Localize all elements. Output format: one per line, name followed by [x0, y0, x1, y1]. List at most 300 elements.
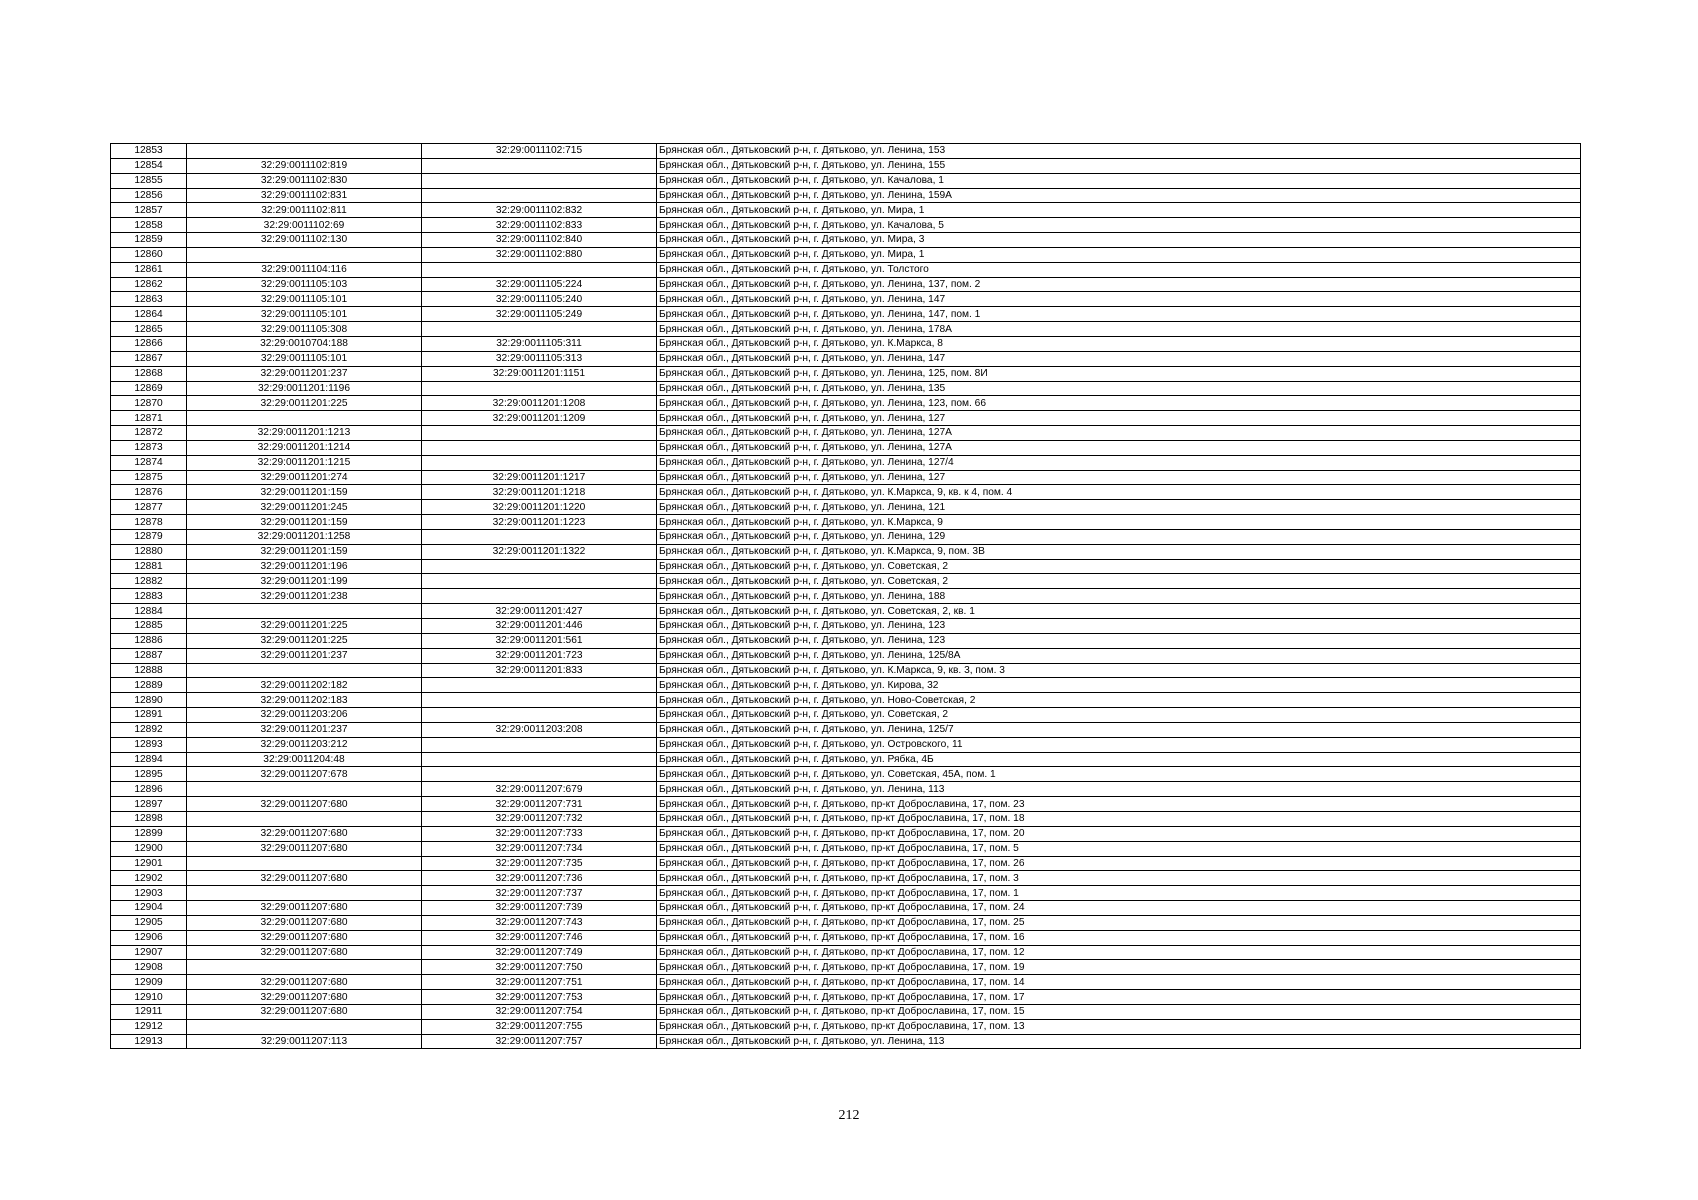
table-row	[111, 515, 1581, 530]
record-number-cell: 12858	[111, 218, 187, 233]
object-cadastral-number-cell: 32:29:0011201:427	[422, 604, 657, 619]
object-cadastral-number-cell	[422, 173, 657, 188]
land-cadastral-number-cell: 32:29:0011201:1213	[187, 426, 422, 441]
land-cadastral-number-cell	[187, 1019, 422, 1034]
object-cadastral-number-cell	[422, 574, 657, 589]
table-row	[111, 381, 1581, 396]
address-cell: Брянская обл., Дятьковский р-н, г. Дятьково, ул. Ленина, 127	[657, 470, 1581, 485]
address-cell: Брянская обл., Дятьковский р-н, г. Дятьково, ул. Ленина, 153	[657, 144, 1581, 159]
table-row	[111, 262, 1581, 277]
record-number-cell: 12884	[111, 604, 187, 619]
land-cadastral-number-cell: 32:29:0011207:680	[187, 990, 422, 1005]
land-cadastral-number-cell	[187, 960, 422, 975]
object-cadastral-number-cell: 32:29:0011201:561	[422, 633, 657, 648]
record-number-cell: 12897	[111, 797, 187, 812]
address-cell: Брянская обл., Дятьковский р-н, г. Дятьково, ул. Советская, 2	[657, 574, 1581, 589]
land-cadastral-number-cell: 32:29:0011202:182	[187, 678, 422, 693]
land-cadastral-number-cell: 32:29:0011202:183	[187, 693, 422, 708]
land-cadastral-number-cell: 32:29:0011204:48	[187, 752, 422, 767]
object-cadastral-number-cell: 32:29:0011207:746	[422, 930, 657, 945]
address-cell: Брянская обл., Дятьковский р-н, г. Дятьково, ул. К.Маркса, 9, кв. 3, пом. 3	[657, 663, 1581, 678]
object-cadastral-number-cell: 32:29:0011102:832	[422, 203, 657, 218]
table-row	[111, 990, 1581, 1005]
table-row	[111, 693, 1581, 708]
land-cadastral-number-cell: 32:29:0011201:245	[187, 500, 422, 515]
table-row	[111, 544, 1581, 559]
address-cell: Брянская обл., Дятьковский р-н, г. Дятьково, ул. Ленина, 123	[657, 633, 1581, 648]
object-cadastral-number-cell: 32:29:0011203:208	[422, 722, 657, 737]
table-row	[111, 500, 1581, 515]
record-number-cell: 12893	[111, 737, 187, 752]
land-cadastral-number-cell: 32:29:0011201:225	[187, 396, 422, 411]
table-row	[111, 455, 1581, 470]
table-row	[111, 1004, 1581, 1019]
address-cell: Брянская обл., Дятьковский р-н, г. Дятьково, пр-кт Доброславина, 17, пом. 19	[657, 960, 1581, 975]
table-row	[111, 708, 1581, 723]
land-cadastral-number-cell: 32:29:0011105:101	[187, 307, 422, 322]
table-row	[111, 426, 1581, 441]
record-number-cell: 12863	[111, 292, 187, 307]
table-row	[111, 975, 1581, 990]
land-cadastral-number-cell: 32:29:0011207:680	[187, 945, 422, 960]
land-cadastral-number-cell	[187, 811, 422, 826]
object-cadastral-number-cell: 32:29:0011201:1322	[422, 544, 657, 559]
land-cadastral-number-cell: 32:29:0011201:196	[187, 559, 422, 574]
table-row	[111, 307, 1581, 322]
address-cell: Брянская обл., Дятьковский р-н, г. Дятьково, пр-кт Доброславина, 17, пом. 1	[657, 886, 1581, 901]
registry-table	[110, 143, 1581, 1049]
record-number-cell: 12895	[111, 767, 187, 782]
object-cadastral-number-cell: 32:29:0011201:446	[422, 619, 657, 634]
table-row	[111, 277, 1581, 292]
land-cadastral-number-cell: 32:29:0011201:1214	[187, 440, 422, 455]
record-number-cell: 12868	[111, 366, 187, 381]
table-row	[111, 574, 1581, 589]
object-cadastral-number-cell: 32:29:0011207:750	[422, 960, 657, 975]
object-cadastral-number-cell: 32:29:0011207:751	[422, 975, 657, 990]
address-cell: Брянская обл., Дятьковский р-н, г. Дятьково, ул. Советская, 2, кв. 1	[657, 604, 1581, 619]
address-cell: Брянская обл., Дятьковский р-н, г. Дятьково, пр-кт Доброславина, 17, пом. 17	[657, 990, 1581, 1005]
address-cell: Брянская обл., Дятьковский р-н, г. Дятьково, ул. Мира, 1	[657, 203, 1581, 218]
record-number-cell: 12894	[111, 752, 187, 767]
land-cadastral-number-cell: 32:29:0011207:680	[187, 975, 422, 990]
object-cadastral-number-cell: 32:29:0011207:737	[422, 886, 657, 901]
address-cell: Брянская обл., Дятьковский р-н, г. Дятьково, ул. Советская, 2	[657, 708, 1581, 723]
record-number-cell: 12874	[111, 455, 187, 470]
land-cadastral-number-cell: 32:29:0011201:237	[187, 648, 422, 663]
record-number-cell: 12881	[111, 559, 187, 574]
record-number-cell: 12875	[111, 470, 187, 485]
table-row	[111, 173, 1581, 188]
land-cadastral-number-cell	[187, 411, 422, 426]
table-row	[111, 648, 1581, 663]
object-cadastral-number-cell: 32:29:0011207:733	[422, 826, 657, 841]
land-cadastral-number-cell: 32:29:0011105:103	[187, 277, 422, 292]
object-cadastral-number-cell: 32:29:0011207:735	[422, 856, 657, 871]
object-cadastral-number-cell: 32:29:0011207:743	[422, 915, 657, 930]
record-number-cell: 12885	[111, 619, 187, 634]
address-cell: Брянская обл., Дятьковский р-н, г. Дятьково, пр-кт Доброславина, 17, пом. 16	[657, 930, 1581, 945]
object-cadastral-number-cell: 32:29:0011105:311	[422, 336, 657, 351]
record-number-cell: 12900	[111, 841, 187, 856]
table-row	[111, 322, 1581, 337]
address-cell: Брянская обл., Дятьковский р-н, г. Дятьково, ул. Ленина, 159А	[657, 188, 1581, 203]
object-cadastral-number-cell: 32:29:0011201:1220	[422, 500, 657, 515]
object-cadastral-number-cell: 32:29:0011105:313	[422, 351, 657, 366]
table-row	[111, 960, 1581, 975]
land-cadastral-number-cell: 32:29:0011201:1258	[187, 529, 422, 544]
table-row	[111, 633, 1581, 648]
record-number-cell: 12882	[111, 574, 187, 589]
object-cadastral-number-cell: 32:29:0011105:224	[422, 277, 657, 292]
land-cadastral-number-cell: 32:29:0011102:819	[187, 158, 422, 173]
table-row	[111, 930, 1581, 945]
address-cell: Брянская обл., Дятьковский р-н, г. Дятьково, ул. Советская, 2	[657, 559, 1581, 574]
land-cadastral-number-cell: 32:29:0011201:1215	[187, 455, 422, 470]
land-cadastral-number-cell: 32:29:0011201:159	[187, 544, 422, 559]
record-number-cell: 12905	[111, 915, 187, 930]
land-cadastral-number-cell: 32:29:0011207:113	[187, 1034, 422, 1049]
address-cell: Брянская обл., Дятьковский р-н, г. Дятьково, ул. Ленина, 129	[657, 529, 1581, 544]
address-cell: Брянская обл., Дятьковский р-н, г. Дятьково, ул. Ленина, 127А	[657, 440, 1581, 455]
address-cell: Брянская обл., Дятьковский р-н, г. Дятьково, ул. Ленина, 155	[657, 158, 1581, 173]
object-cadastral-number-cell	[422, 529, 657, 544]
object-cadastral-number-cell	[422, 752, 657, 767]
land-cadastral-number-cell: 32:29:0011201:237	[187, 366, 422, 381]
table-row	[111, 841, 1581, 856]
address-cell: Брянская обл., Дятьковский р-н, г. Дятьково, ул. Ленина, 113	[657, 1034, 1581, 1049]
record-number-cell: 12857	[111, 203, 187, 218]
table-row	[111, 144, 1581, 159]
object-cadastral-number-cell: 32:29:0011105:249	[422, 307, 657, 322]
land-cadastral-number-cell: 32:29:0011207:680	[187, 871, 422, 886]
object-cadastral-number-cell	[422, 693, 657, 708]
land-cadastral-number-cell: 32:29:0011203:206	[187, 708, 422, 723]
table-row	[111, 589, 1581, 604]
table-row	[111, 247, 1581, 262]
record-number-cell: 12909	[111, 975, 187, 990]
land-cadastral-number-cell: 32:29:0011207:680	[187, 901, 422, 916]
table-row	[111, 604, 1581, 619]
record-number-cell: 12906	[111, 930, 187, 945]
address-cell: Брянская обл., Дятьковский р-н, г. Дятьково, ул. Ленина, 125, пом. 8И	[657, 366, 1581, 381]
object-cadastral-number-cell	[422, 158, 657, 173]
land-cadastral-number-cell: 32:29:0011102:811	[187, 203, 422, 218]
address-cell: Брянская обл., Дятьковский р-н, г. Дятьково, ул. Ленина, 137, пом. 2	[657, 277, 1581, 292]
object-cadastral-number-cell: 32:29:0011207:739	[422, 901, 657, 916]
record-number-cell: 12898	[111, 811, 187, 826]
address-cell: Брянская обл., Дятьковский р-н, г. Дятьково, ул. Ленина, 125/7	[657, 722, 1581, 737]
object-cadastral-number-cell: 32:29:0011105:240	[422, 292, 657, 307]
table-row	[111, 1034, 1581, 1049]
object-cadastral-number-cell	[422, 678, 657, 693]
object-cadastral-number-cell: 32:29:0011207:736	[422, 871, 657, 886]
object-cadastral-number-cell: 32:29:0011207:753	[422, 990, 657, 1005]
land-cadastral-number-cell: 32:29:0011105:308	[187, 322, 422, 337]
address-cell: Брянская обл., Дятьковский р-н, г. Дятьково, пр-кт Доброславина, 17, пом. 18	[657, 811, 1581, 826]
address-cell: Брянская обл., Дятьковский р-н, г. Дятьково, ул. Ленина, 188	[657, 589, 1581, 604]
land-cadastral-number-cell: 32:29:0011207:680	[187, 930, 422, 945]
object-cadastral-number-cell	[422, 455, 657, 470]
land-cadastral-number-cell: 32:29:0011203:212	[187, 737, 422, 752]
record-number-cell: 12862	[111, 277, 187, 292]
address-cell: Брянская обл., Дятьковский р-н, г. Дятьково, ул. Ленина, 147	[657, 292, 1581, 307]
object-cadastral-number-cell	[422, 426, 657, 441]
land-cadastral-number-cell: 32:29:0011201:238	[187, 589, 422, 604]
record-number-cell: 12889	[111, 678, 187, 693]
record-number-cell: 12892	[111, 722, 187, 737]
object-cadastral-number-cell: 32:29:0011201:833	[422, 663, 657, 678]
land-cadastral-number-cell: 32:29:0011102:830	[187, 173, 422, 188]
record-number-cell: 12856	[111, 188, 187, 203]
address-cell: Брянская обл., Дятьковский р-н, г. Дятьково, пр-кт Доброславина, 17, пом. 15	[657, 1004, 1581, 1019]
table-row	[111, 559, 1581, 574]
record-number-cell: 12870	[111, 396, 187, 411]
table-row	[111, 826, 1581, 841]
address-cell: Брянская обл., Дятьковский р-н, г. Дятьково, ул. Мира, 3	[657, 233, 1581, 248]
land-cadastral-number-cell: 32:29:0011207:680	[187, 797, 422, 812]
address-cell: Брянская обл., Дятьковский р-н, г. Дятьково, ул. Ленина, 113	[657, 782, 1581, 797]
address-cell: Брянская обл., Дятьковский р-н, г. Дятьково, пр-кт Доброславина, 17, пом. 12	[657, 945, 1581, 960]
object-cadastral-number-cell: 32:29:0011207:757	[422, 1034, 657, 1049]
land-cadastral-number-cell	[187, 856, 422, 871]
address-cell: Брянская обл., Дятьковский р-н, г. Дятьково, ул. Ленина, 121	[657, 500, 1581, 515]
table-row	[111, 811, 1581, 826]
object-cadastral-number-cell: 32:29:0011201:1208	[422, 396, 657, 411]
land-cadastral-number-cell: 32:29:0011201:199	[187, 574, 422, 589]
address-cell: Брянская обл., Дятьковский р-н, г. Дятьково, пр-кт Доброславина, 17, пом. 24	[657, 901, 1581, 916]
record-number-cell: 12907	[111, 945, 187, 960]
table-row	[111, 901, 1581, 916]
address-cell: Брянская обл., Дятьковский р-н, г. Дятьково, пр-кт Доброславина, 17, пом. 14	[657, 975, 1581, 990]
table-row	[111, 663, 1581, 678]
record-number-cell: 12873	[111, 440, 187, 455]
record-number-cell: 12877	[111, 500, 187, 515]
record-number-cell: 12899	[111, 826, 187, 841]
table-row	[111, 366, 1581, 381]
object-cadastral-number-cell	[422, 589, 657, 604]
table-row	[111, 158, 1581, 173]
land-cadastral-number-cell	[187, 247, 422, 262]
address-cell: Брянская обл., Дятьковский р-н, г. Дятьково, ул. Качалова, 1	[657, 173, 1581, 188]
record-number-cell: 12859	[111, 233, 187, 248]
land-cadastral-number-cell: 32:29:0010704:188	[187, 336, 422, 351]
table-row	[111, 797, 1581, 812]
land-cadastral-number-cell: 32:29:0011201:159	[187, 515, 422, 530]
land-cadastral-number-cell: 32:29:0011201:1196	[187, 381, 422, 396]
land-cadastral-number-cell: 32:29:0011201:237	[187, 722, 422, 737]
land-cadastral-number-cell: 32:29:0011207:680	[187, 841, 422, 856]
table-row	[111, 915, 1581, 930]
object-cadastral-number-cell: 32:29:0011201:723	[422, 648, 657, 663]
record-number-cell: 12904	[111, 901, 187, 916]
object-cadastral-number-cell: 32:29:0011102:833	[422, 218, 657, 233]
record-number-cell: 12880	[111, 544, 187, 559]
table-row	[111, 218, 1581, 233]
object-cadastral-number-cell	[422, 188, 657, 203]
table-row	[111, 188, 1581, 203]
record-number-cell: 12879	[111, 529, 187, 544]
address-cell: Брянская обл., Дятьковский р-н, г. Дятьково, ул. К.Маркса, 9, кв. к 4, пом. 4	[657, 485, 1581, 500]
object-cadastral-number-cell: 32:29:0011201:1151	[422, 366, 657, 381]
record-number-cell: 12901	[111, 856, 187, 871]
record-number-cell: 12913	[111, 1034, 187, 1049]
record-number-cell: 12891	[111, 708, 187, 723]
record-number-cell: 12865	[111, 322, 187, 337]
table-row	[111, 485, 1581, 500]
table-row	[111, 233, 1581, 248]
object-cadastral-number-cell: 32:29:0011201:1217	[422, 470, 657, 485]
table-row	[111, 871, 1581, 886]
page-number: 212	[838, 1108, 860, 1123]
object-cadastral-number-cell	[422, 440, 657, 455]
address-cell: Брянская обл., Дятьковский р-н, г. Дятьково, ул. Ленина, 147, пом. 1	[657, 307, 1581, 322]
object-cadastral-number-cell: 32:29:0011207:749	[422, 945, 657, 960]
table-row	[111, 292, 1581, 307]
object-cadastral-number-cell	[422, 708, 657, 723]
record-number-cell: 12864	[111, 307, 187, 322]
address-cell: Брянская обл., Дятьковский р-н, г. Дятьково, ул. Ленина, 123, пом. 66	[657, 396, 1581, 411]
address-cell: Брянская обл., Дятьковский р-н, г. Дятьково, пр-кт Доброславина, 17, пом. 3	[657, 871, 1581, 886]
address-cell: Брянская обл., Дятьковский р-н, г. Дятьково, ул. Рябка, 4Б	[657, 752, 1581, 767]
table-row	[111, 203, 1581, 218]
land-cadastral-number-cell: 32:29:0011207:680	[187, 1004, 422, 1019]
table-row	[111, 886, 1581, 901]
object-cadastral-number-cell	[422, 559, 657, 574]
table-row	[111, 411, 1581, 426]
address-cell: Брянская обл., Дятьковский р-н, г. Дятьково, ул. Кирова, 32	[657, 678, 1581, 693]
land-cadastral-number-cell: 32:29:0011102:69	[187, 218, 422, 233]
object-cadastral-number-cell	[422, 381, 657, 396]
object-cadastral-number-cell: 32:29:0011102:840	[422, 233, 657, 248]
land-cadastral-number-cell: 32:29:0011102:831	[187, 188, 422, 203]
object-cadastral-number-cell	[422, 322, 657, 337]
table-row	[111, 351, 1581, 366]
record-number-cell: 12855	[111, 173, 187, 188]
address-cell: Брянская обл., Дятьковский р-н, г. Дятьково, пр-кт Доброславина, 17, пом. 5	[657, 841, 1581, 856]
registry-table-body	[111, 144, 1581, 1049]
address-cell: Брянская обл., Дятьковский р-н, г. Дятьково, ул. Толстого	[657, 262, 1581, 277]
address-cell: Брянская обл., Дятьковский р-н, г. Дятьково, ул. К.Маркса, 9	[657, 515, 1581, 530]
land-cadastral-number-cell: 32:29:0011102:130	[187, 233, 422, 248]
address-cell: Брянская обл., Дятьковский р-н, г. Дятьково, пр-кт Доброславина, 17, пом. 25	[657, 915, 1581, 930]
address-cell: Брянская обл., Дятьковский р-н, г. Дятьково, пр-кт Доброславина, 17, пом. 23	[657, 797, 1581, 812]
land-cadastral-number-cell: 32:29:0011201:274	[187, 470, 422, 485]
table-row	[111, 856, 1581, 871]
record-number-cell: 12867	[111, 351, 187, 366]
address-cell: Брянская обл., Дятьковский р-н, г. Дятьково, ул. К.Маркса, 9, пом. 3В	[657, 544, 1581, 559]
object-cadastral-number-cell: 32:29:0011207:679	[422, 782, 657, 797]
table-row	[111, 678, 1581, 693]
land-cadastral-number-cell: 32:29:0011207:680	[187, 915, 422, 930]
object-cadastral-number-cell: 32:29:0011201:1209	[422, 411, 657, 426]
address-cell: Брянская обл., Дятьковский р-н, г. Дятьково, ул. Островского, 11	[657, 737, 1581, 752]
record-number-cell: 12910	[111, 990, 187, 1005]
table-row	[111, 529, 1581, 544]
record-number-cell: 12886	[111, 633, 187, 648]
record-number-cell: 12860	[111, 247, 187, 262]
land-cadastral-number-cell	[187, 144, 422, 159]
object-cadastral-number-cell: 32:29:0011201:1218	[422, 485, 657, 500]
land-cadastral-number-cell: 32:29:0011201:225	[187, 633, 422, 648]
land-cadastral-number-cell: 32:29:0011201:159	[187, 485, 422, 500]
record-number-cell: 12912	[111, 1019, 187, 1034]
object-cadastral-number-cell: 32:29:0011102:715	[422, 144, 657, 159]
address-cell: Брянская обл., Дятьковский р-н, г. Дятьково, пр-кт Доброславина, 17, пом. 20	[657, 826, 1581, 841]
record-number-cell: 12902	[111, 871, 187, 886]
table-row	[111, 767, 1581, 782]
land-cadastral-number-cell	[187, 663, 422, 678]
table-row	[111, 752, 1581, 767]
table-row	[111, 619, 1581, 634]
land-cadastral-number-cell	[187, 604, 422, 619]
land-cadastral-number-cell: 32:29:0011201:225	[187, 619, 422, 634]
address-cell: Брянская обл., Дятьковский р-н, г. Дятьково, ул. Ленина, 135	[657, 381, 1581, 396]
address-cell: Брянская обл., Дятьковский р-н, г. Дятьково, ул. Ново-Советская, 2	[657, 693, 1581, 708]
record-number-cell: 12871	[111, 411, 187, 426]
object-cadastral-number-cell: 32:29:0011207:755	[422, 1019, 657, 1034]
address-cell: Брянская обл., Дятьковский р-н, г. Дятьково, ул. Ленина, 127А	[657, 426, 1581, 441]
land-cadastral-number-cell	[187, 886, 422, 901]
record-number-cell: 12866	[111, 336, 187, 351]
object-cadastral-number-cell: 32:29:0011207:734	[422, 841, 657, 856]
record-number-cell: 12890	[111, 693, 187, 708]
table-row	[111, 336, 1581, 351]
address-cell: Брянская обл., Дятьковский р-н, г. Дятьково, ул. Ленина, 127	[657, 411, 1581, 426]
table-row	[111, 440, 1581, 455]
record-number-cell: 12876	[111, 485, 187, 500]
address-cell: Брянская обл., Дятьковский р-н, г. Дятьково, пр-кт Доброславина, 17, пом. 13	[657, 1019, 1581, 1034]
record-number-cell: 12878	[111, 515, 187, 530]
address-cell: Брянская обл., Дятьковский р-н, г. Дятьково, ул. Ленина, 147	[657, 351, 1581, 366]
record-number-cell: 12911	[111, 1004, 187, 1019]
address-cell: Брянская обл., Дятьковский р-н, г. Дятьково, ул. Советская, 45А, пом. 1	[657, 767, 1581, 782]
object-cadastral-number-cell: 32:29:0011102:880	[422, 247, 657, 262]
record-number-cell: 12888	[111, 663, 187, 678]
address-cell: Брянская обл., Дятьковский р-н, г. Дятьково, ул. Ленина, 178А	[657, 322, 1581, 337]
address-cell: Брянская обл., Дятьковский р-н, г. Дятьково, ул. Мира, 1	[657, 247, 1581, 262]
table-row	[111, 1019, 1581, 1034]
table-row	[111, 737, 1581, 752]
table-row	[111, 722, 1581, 737]
address-cell: Брянская обл., Дятьковский р-н, г. Дятьково, ул. К.Маркса, 8	[657, 336, 1581, 351]
record-number-cell: 12853	[111, 144, 187, 159]
land-cadastral-number-cell: 32:29:0011207:678	[187, 767, 422, 782]
record-number-cell: 12861	[111, 262, 187, 277]
object-cadastral-number-cell: 32:29:0011207:731	[422, 797, 657, 812]
land-cadastral-number-cell: 32:29:0011105:101	[187, 292, 422, 307]
record-number-cell: 12854	[111, 158, 187, 173]
land-cadastral-number-cell	[187, 782, 422, 797]
object-cadastral-number-cell	[422, 767, 657, 782]
record-number-cell: 12896	[111, 782, 187, 797]
table-row	[111, 470, 1581, 485]
land-cadastral-number-cell: 32:29:0011207:680	[187, 826, 422, 841]
record-number-cell: 12903	[111, 886, 187, 901]
record-number-cell: 12883	[111, 589, 187, 604]
address-cell: Брянская обл., Дятьковский р-н, г. Дятьково, ул. Ленина, 125/8А	[657, 648, 1581, 663]
record-number-cell: 12872	[111, 426, 187, 441]
table-row	[111, 945, 1581, 960]
object-cadastral-number-cell: 32:29:0011201:1223	[422, 515, 657, 530]
object-cadastral-number-cell	[422, 737, 657, 752]
table-row	[111, 782, 1581, 797]
object-cadastral-number-cell: 32:29:0011207:732	[422, 811, 657, 826]
object-cadastral-number-cell: 32:29:0011207:754	[422, 1004, 657, 1019]
land-cadastral-number-cell: 32:29:0011105:101	[187, 351, 422, 366]
land-cadastral-number-cell: 32:29:0011104:116	[187, 262, 422, 277]
record-number-cell: 12869	[111, 381, 187, 396]
